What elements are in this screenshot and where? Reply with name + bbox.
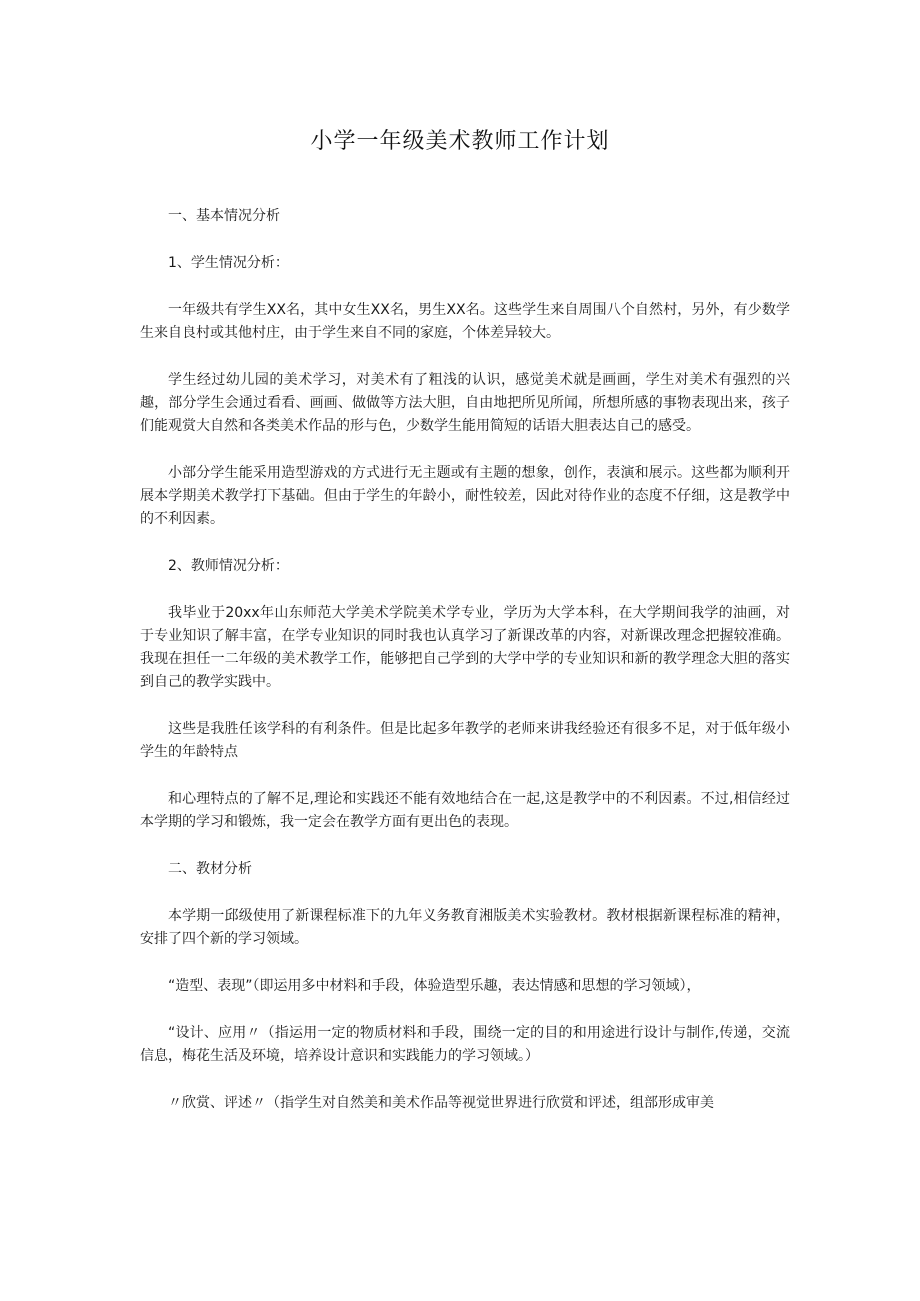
subsection-heading: 2、教师情况分析： [168, 558, 289, 574]
paragraph: 学生经过幼儿园的美术学习，对美术有了粗浅的认识，感觉美术就是画画，学生对美术有强烈的兴趣，部分学生会通过看看、画画、做做等方法大胆，自由地把所见所闻，所想所感的事物表现出来，孩子们能观赏大自然和各类美术作品的形与色，少数学生能用简短的话语大胆表达自己的感受。 [140, 372, 790, 434]
paragraph: “设计、应用〃（指运用一定的物质材料和手段，围绕一定的目的和用途进行设计与制作,传递，交流信息，梅花生活及环境，培养设计意识和实践能力的学习领域。） [140, 1025, 790, 1064]
document-body [140, 205, 790, 1115]
paragraph: 我毕业于20xx年山东师范大学美术学院美术学专业，学历为大学本科，在大学期间我学的油画，对于专业知识了解丰富，在学专业知识的同时我也认真学习了新课改革的内容，对新课改理念把握较准确。我现在担任一二年级的美术教学工作，能够把自己学到的大学中学的专业知识和新的教学理念大胆的落实到自己的教学实践中。 [140, 605, 790, 690]
paragraph: 和心理特点的了解不足,理论和实践还不能有效地结合在一起,这是教学中的不利因素。不过,相信经过本学期的学习和锻炼，我一定会在教学方面有更出色的表现。 [140, 791, 790, 830]
paragraph: 这些是我胜任该学科的有利条件。但是比起多年教学的老师来讲我经验还有很多不足，对于低年级小学生的年龄特点 [140, 721, 790, 760]
subsection-heading: 1、学生情况分析： [168, 255, 289, 271]
paragraph: 本学期一邱级使用了新课程标准下的九年义务教育湘版美术实验教材。教材根据新课程标准的精神，安排了四个新的学习领域。 [140, 908, 790, 947]
section-heading: 二、教材分析 [168, 861, 252, 877]
document-title: 小学一年级美术教师工作计划 [310, 129, 610, 154]
paragraph: 一年级共有学生XX名，其中女生XX名，男生XX名。这些学生来自周围八个自然村，另外，有少数学生来自良村或其他村庄，由于学生来自不同的家庭，个体差异较大。 [140, 302, 790, 341]
paragraph: 〃欣赏、评述〃（指学生对自然美和美术作品等视觉世界进行欣赏和评述，组部形成审美 [168, 1095, 714, 1111]
paragraph: “造型、表现”（即运用多中材料和手段，体验造型乐趣，表达情感和思想的学习领域）， [168, 978, 701, 994]
section-heading: 一、基本情况分析 [168, 208, 280, 224]
paragraph: 小部分学生能采用造型游戏的方式进行无主题或有主题的想象，创作，表演和展示。这些都为顺利开展本学期美术教学打下基础。但由于学生的年龄小，耐性较差，因此对待作业的态度不仔细，这是教学中的不利因素。 [140, 465, 790, 527]
